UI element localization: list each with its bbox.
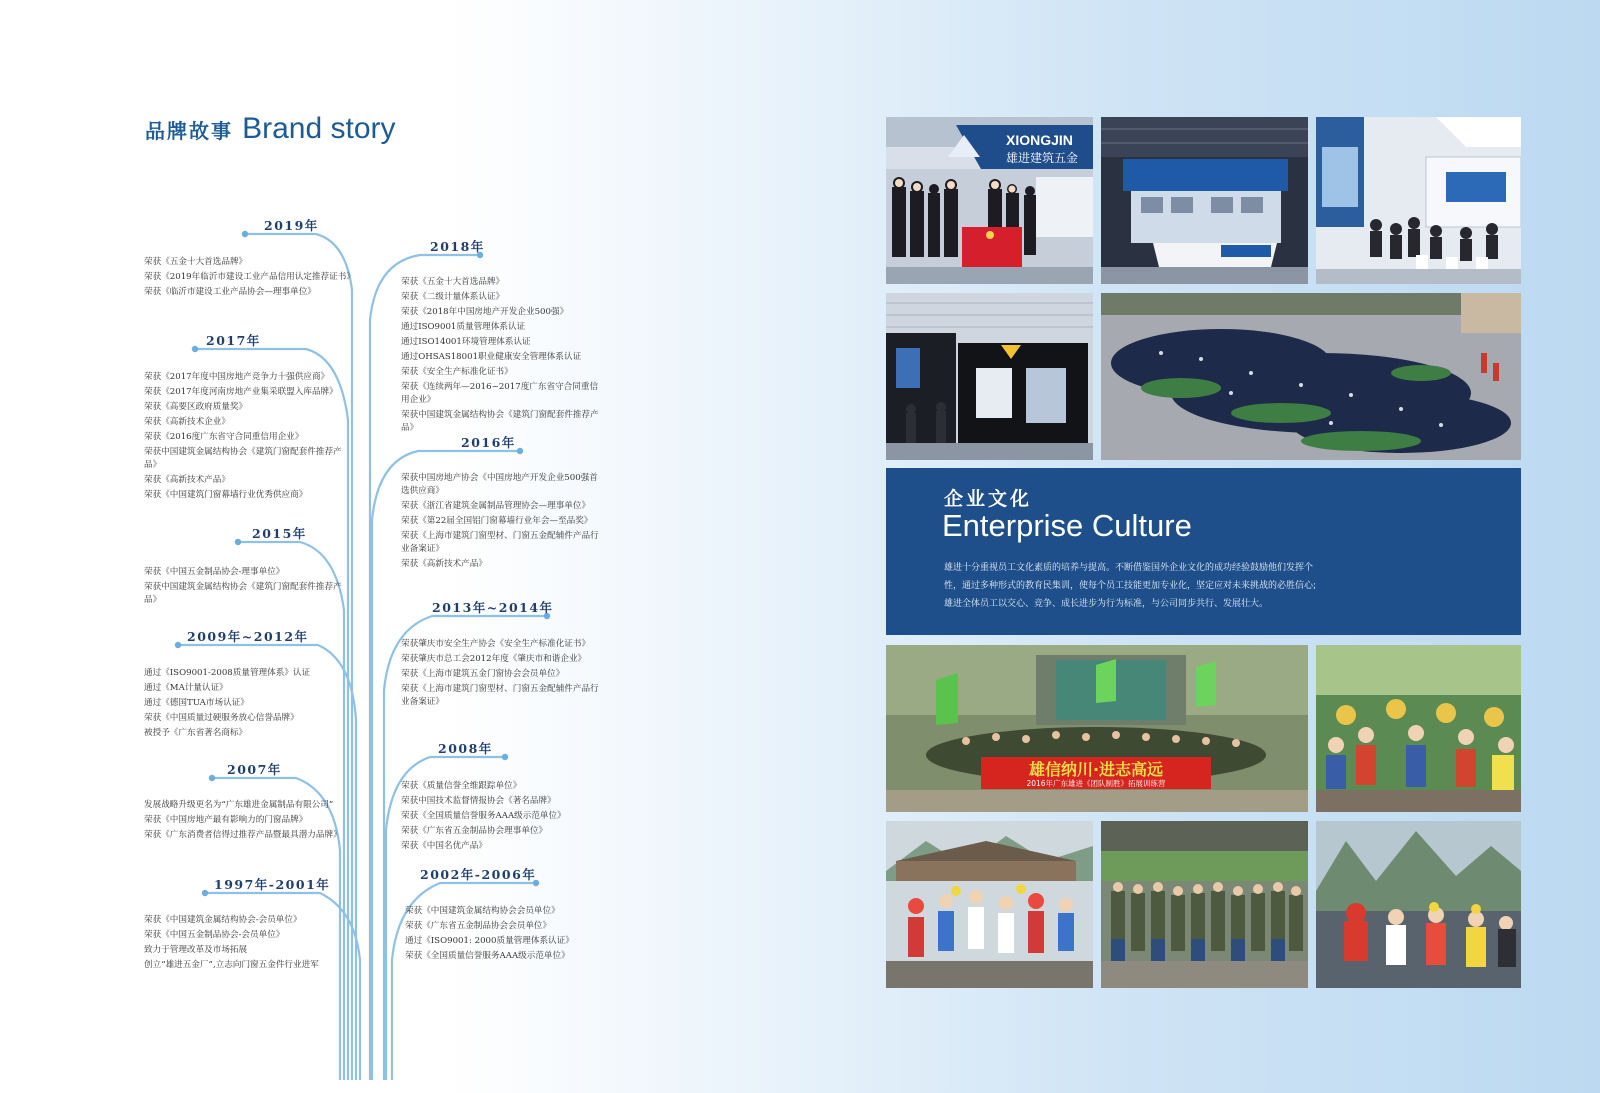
timeline-item: 致力于管理改革及市场拓展 [144, 945, 248, 955]
timeline-year: 1997年-2001年 [214, 877, 331, 892]
timeline-item: 荣获《中国名优产品》 [401, 841, 487, 851]
timeline-item-list [401, 638, 606, 711]
timeline-year: 2019年 [264, 218, 319, 233]
enterprise-culture-title-en: Enterprise Culture [942, 508, 1192, 543]
timeline-year: 2016年 [461, 435, 516, 450]
timeline-item: 通过《MA计量认证》 [144, 683, 228, 693]
timeline-item: 荣获中国建筑金属结构协会《建筑门窗配套件推荐产品》 [144, 582, 342, 605]
team-training-group-photo [886, 645, 1308, 812]
outdoor-party-photo [886, 821, 1093, 988]
timeline-item: 荣获《中国五金制品协会-理事单位》 [144, 567, 285, 577]
timeline-item-list [144, 799, 340, 844]
timeline-item: 荣获《二级计量体系认证》 [401, 292, 505, 302]
timeline-item: 通过《ISO9001-2008质量管理体系》认证 [144, 668, 311, 678]
timeline-year: 2018年 [430, 239, 485, 254]
timeline-item: 荣获肇庆市安全生产协会《安全生产标准化证书》 [401, 639, 591, 649]
timeline-item: 荣获《中国建筑金属结构协会-会员单位》 [144, 915, 302, 925]
timeline-item-list [401, 780, 606, 855]
exhibition-visitors-photo [1316, 117, 1521, 284]
timeline-item: 荣获《中国建筑金属结构协会会员单位》 [405, 906, 560, 916]
exhibition-booth-photo [886, 117, 1093, 284]
culture-line: 雄进全体员工以交心、竞争、成长进步为行为标准，与公司同步共行、发展壮大。 [944, 599, 1269, 609]
booth-sign-en: XIONGJIN [1006, 132, 1073, 148]
timeline-item: 荣获《广东省五金制品协会会员单位》 [405, 921, 552, 931]
timeline-year: 2007年 [227, 762, 282, 777]
timeline-item-list [401, 472, 606, 573]
enterprise-culture-panel [886, 468, 1521, 635]
timeline-item: 荣获《中国建筑门窗幕墙行业优秀供应商》 [144, 490, 308, 500]
timeline-item: 荣获中国技术监督情报协会《著名品牌》 [401, 796, 556, 806]
culture-line: 雄进十分重视员工文化素质的培养与提高。不断借鉴国外企业文化的成功经验鼓励他们发挥个 [944, 563, 1314, 573]
timeline-item: 荣获《2019年临沂市建设工业产品信用认定推荐证书》 [144, 272, 355, 282]
timeline-item: 荣获中国房地产协会《中国房地产开发企业500强首选供应商》 [401, 473, 598, 496]
banner-sub-text: 2016年广东雄进《团队制胜》拓展训练营 [1026, 779, 1166, 788]
timeline-item: 通过ISO14001环境管理体系认证 [401, 337, 531, 347]
timeline-item-list [405, 905, 610, 965]
timeline-item: 通过《德国TUA市场认证》 [144, 698, 249, 708]
timeline-item: 被授予《广东省著名商标》 [144, 728, 248, 738]
timeline-item: 荣获《五金十大首选品牌》 [401, 277, 505, 287]
timeline-item-list [401, 276, 606, 437]
timeline-item: 荣获中国建筑金属结构协会《建筑门窗配套件推荐产品》 [401, 410, 599, 433]
staff-assembly-photo [1101, 293, 1521, 460]
timeline-item: 发展战略升级更名为“广东雄进金属制品有限公司” [144, 800, 334, 810]
timeline-item: 荣获《2016度广东省守合同重信用企业》 [144, 432, 304, 442]
timeline-year: 2009年~2012年 [187, 629, 309, 644]
timeline-item: 荣获《五金十大首选品牌》 [144, 257, 248, 267]
timeline-item: 荣获中国建筑金属结构协会《建筑门窗配套件推荐产品》 [144, 447, 342, 470]
timeline-year: 2015年 [252, 526, 307, 541]
timeline-year: 2017年 [206, 333, 261, 348]
timeline-item: 荣获《2017年度河南房地产业集采联盟入库品牌》 [144, 387, 338, 397]
timeline-item: 荣获《全国质量信誉服务AAA级示范单位》 [401, 811, 566, 821]
exhibition-dark-booth-photo [886, 293, 1093, 460]
enterprise-culture-title-zh: 企业文化 [944, 488, 1033, 510]
timeline-item: 荣获《高要区政府质量奖》 [144, 402, 248, 412]
timeline-year: 2002年-2006年 [420, 867, 537, 882]
timeline-item: 荣获《第22届全国铝门窗幕墙行业年会—至品奖》 [401, 516, 593, 526]
timeline-item: 荣获《2017年度中国房地产竞争力十强供应商》 [144, 372, 330, 382]
timeline-year: 2008年 [438, 741, 493, 756]
timeline-item-list [144, 371, 352, 504]
timeline-year: 2013年~2014年 [432, 600, 554, 615]
timeline-item: 荣获《质量信誉全维跟踪单位》 [401, 781, 522, 791]
timeline-item: 荣获《临沂市建设工业产品协会—理事单位》 [144, 287, 316, 297]
timeline-item: 荣获《2018年中国房地产开发企业500强》 [401, 307, 569, 317]
exhibition-reception-photo [1101, 117, 1308, 284]
riverside-group-photo [1316, 821, 1521, 988]
timeline-item: 荣获《广东省五金制品协会理事单位》 [401, 826, 548, 836]
booth-sign-zh: 雄进建筑五金 [1006, 151, 1079, 165]
timeline-item: 荣获《中国五金制品协会-会员单位》 [144, 930, 285, 940]
brand-story-title-en: Brand story [242, 112, 396, 145]
timeline-item: 荣获《全国质量信誉服务AAA级示范单位》 [405, 951, 570, 961]
enterprise-culture-body [944, 559, 1504, 613]
timeline-item: 通过OHSAS18001职业健康安全管理体系认证 [401, 352, 582, 362]
brand-story-title-zh: 品牌故事 [145, 119, 233, 143]
culture-line: 性，通过多种形式的教育民集训，使每个员工技能更加专业化，坚定应对未来挑战的必胜信心; [944, 581, 1317, 591]
timeline-item: 通过ISO9001质量管理体系认证 [401, 322, 526, 332]
timeline-item: 荣获《浙江省建筑金属制品管理协会—理事单位》 [401, 501, 591, 511]
timeline-item: 创立“雄进五金厂”,立志向门窗五金件行业进军 [144, 960, 319, 970]
timeline-item: 荣获《高新技术企业》 [144, 417, 230, 427]
timeline-item: 荣获《高新技术产品》 [401, 559, 487, 569]
timeline-item: 荣获《连续两年—2016~2017度广东省守合同重信用企业》 [401, 382, 599, 405]
timeline-item-list [144, 256, 356, 301]
timeline-item: 荣获肇庆市总工会2012年度《肇庆市和谐企业》 [401, 654, 587, 664]
timeline-item: 通过《ISO9001: 2000质量管理体系认证》 [405, 936, 574, 946]
timeline-item: 荣获《上海市建筑门窗型材、门窗五金配辅件产品行业备案证》 [401, 684, 599, 707]
timeline-item: 荣获《高新技术产品》 [144, 475, 230, 485]
timeline-item: 荣获《安全生产标准化证书》 [401, 367, 513, 377]
timeline-item: 荣获《中国质量过硬服务放心信誉品牌》 [144, 713, 299, 723]
cheering-team-photo [1316, 645, 1521, 812]
timeline-item: 荣获《上海市建筑门窗型材、门窗五金配辅件产品行业备案证》 [401, 531, 599, 554]
timeline-item: 荣获《上海市建筑五金门窗协会会员单位》 [401, 669, 565, 679]
timeline-item: 荣获《中国房地产最有影响力的门窗品牌》 [144, 815, 308, 825]
banner-main-text: 雄信纳川·进志高远 [1028, 760, 1164, 779]
camouflage-training-photo [1101, 821, 1308, 988]
timeline-item: 荣获《广东消费者信得过推荐产品暨最具潜力品牌》 [144, 830, 342, 840]
timeline-item-list [144, 667, 352, 742]
timeline-item-list [144, 914, 344, 974]
timeline-item-list [144, 566, 344, 609]
